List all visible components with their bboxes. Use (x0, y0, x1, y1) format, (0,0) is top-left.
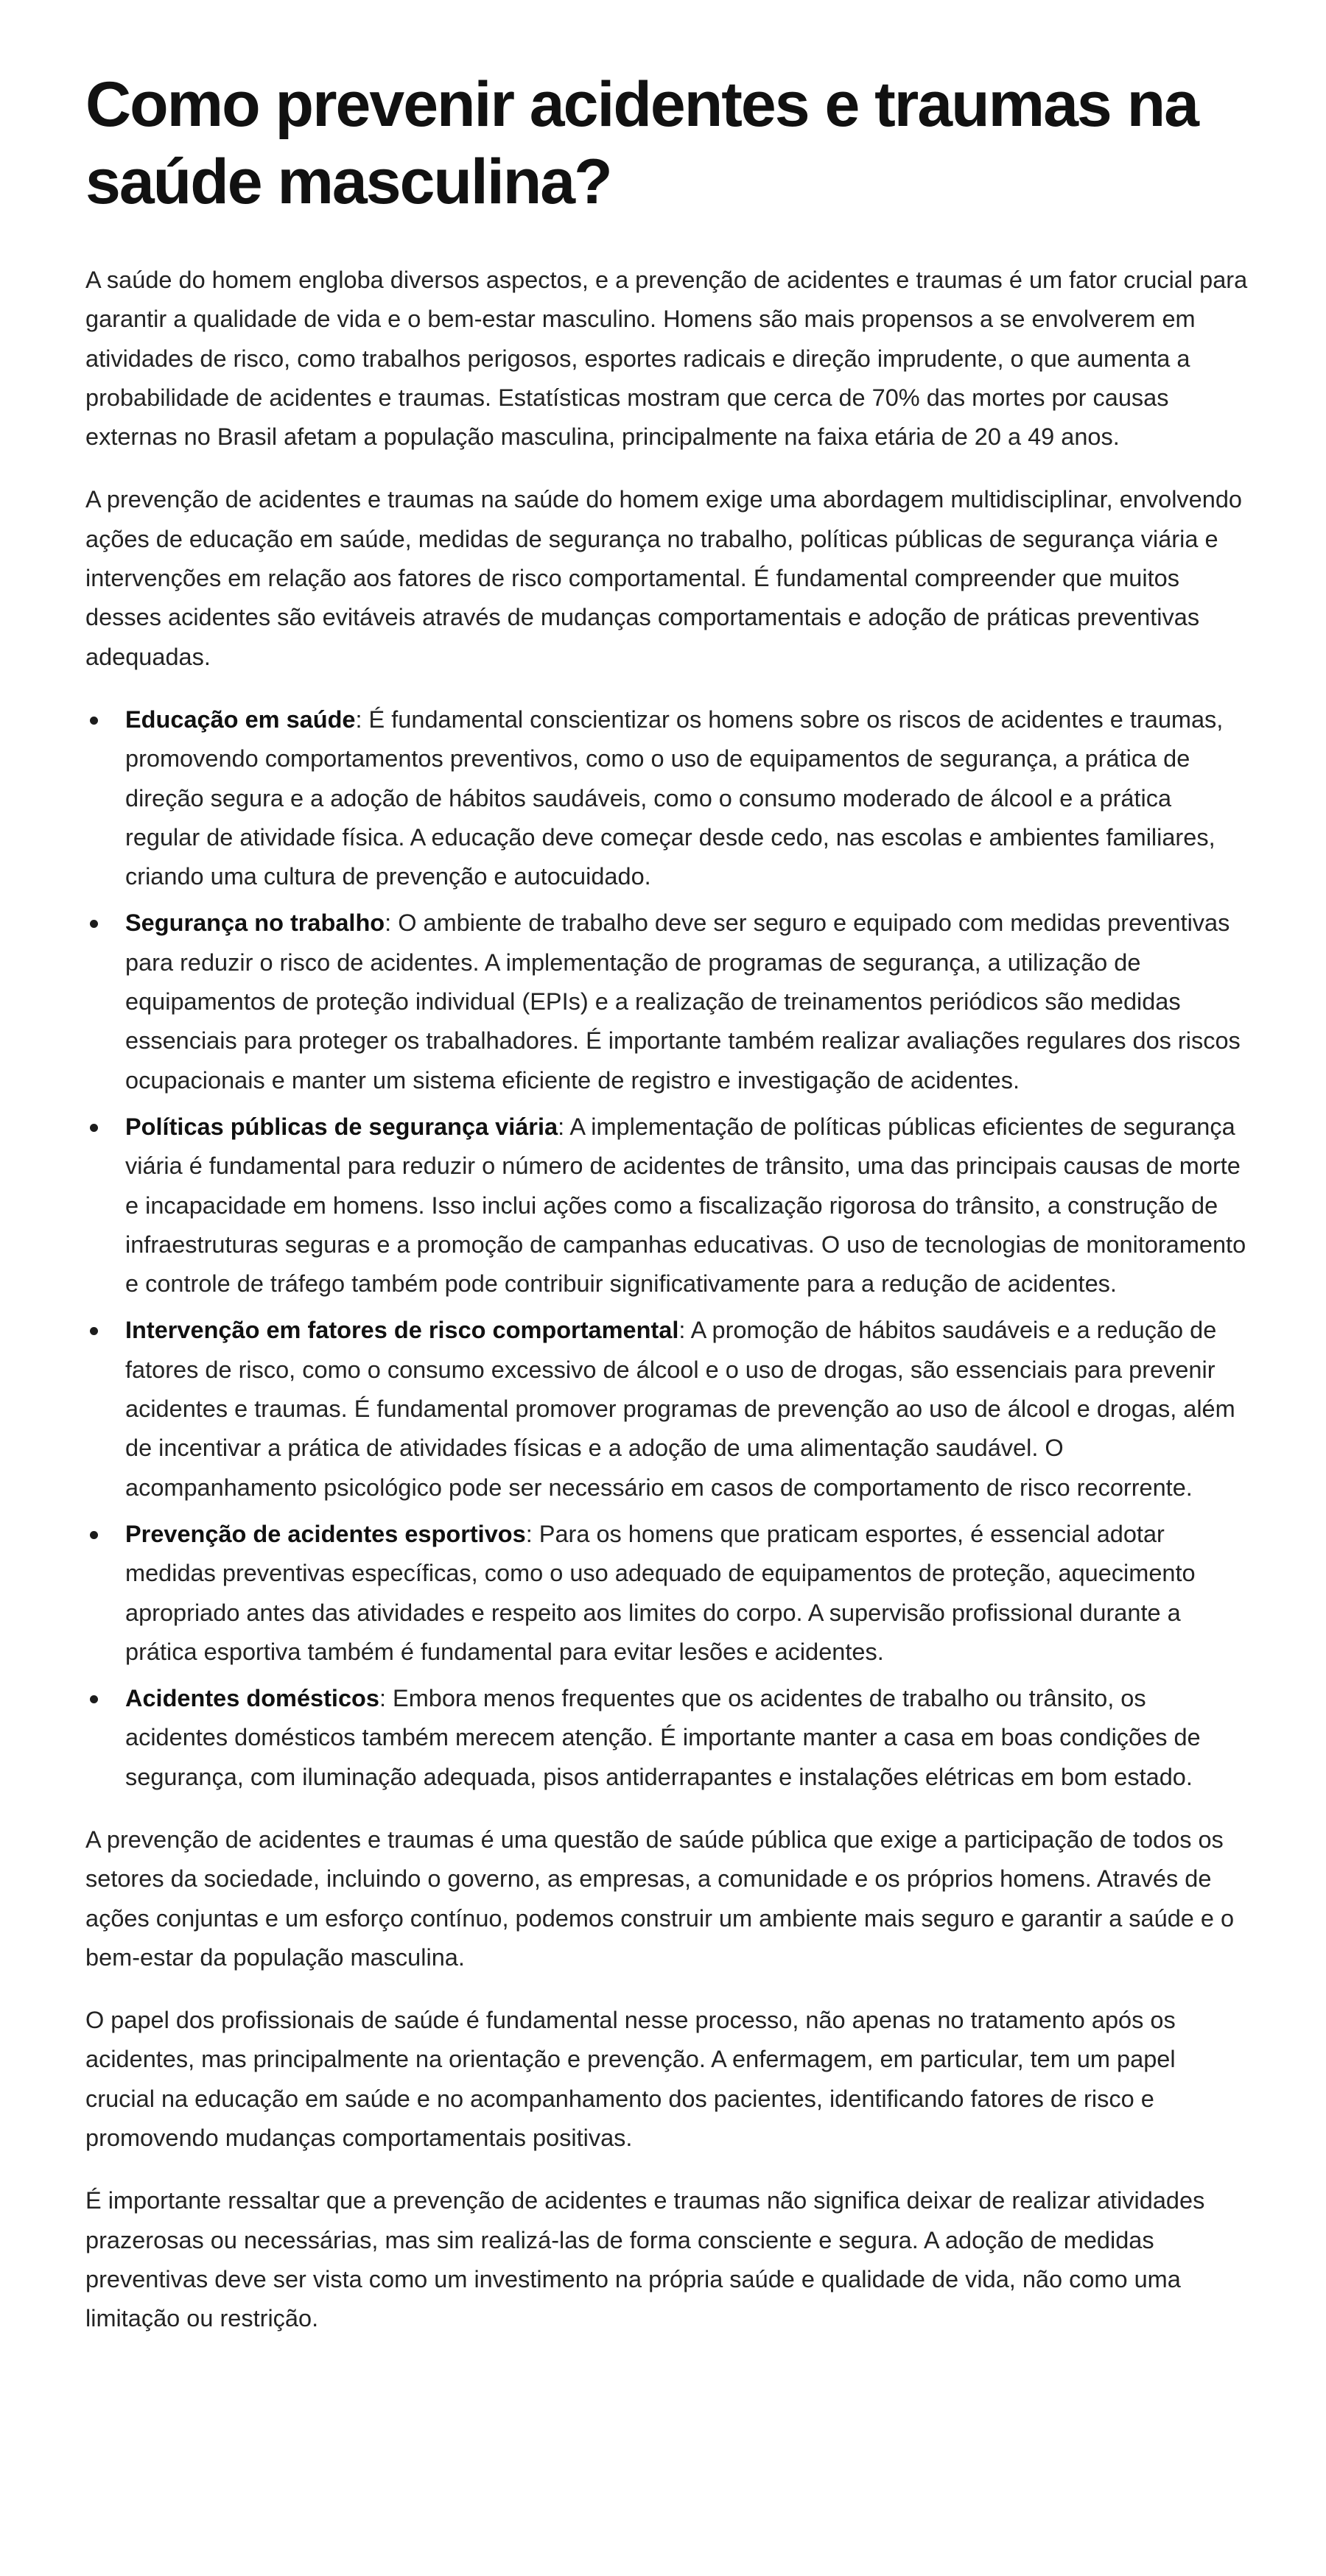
list-item-term: Prevenção de acidentes esportivos (125, 1520, 526, 1547)
bullet-icon (90, 1695, 98, 1703)
list-item (125, 1108, 1249, 1303)
list-item-text: : Embora menos frequentes que os acidentes de trabalho ou trânsito, os acidentes domésticos também merecem atenção. É importante manter a casa em boas condições de segurança, com iluminação adequada, pisos antiderrapantes e instalações elétricas em bom estado. (125, 1685, 1201, 1790)
bullet-icon (90, 1124, 98, 1132)
list-item-text: : O ambiente de trabalho deve ser seguro e equipado com medidas preventivas para reduzir o risco de acidentes. A implementação de programas de segurança, a utilização de equipamentos de proteção individual (EPIs) e a realização de treinamentos periódicos são medidas essenciais para proteger os trabalhadores. É importante também realizar avaliações regulares dos riscos ocupacionais e manter um sistema eficiente de registro e investigação de acidentes. (125, 909, 1241, 1094)
closing-paragraph: A prevenção de acidentes e traumas é uma questão de saúde pública que exige a participação de todos os setores da sociedade, incluindo o governo, as empresas, a comunidade e os próprios homens. Através de ações conjuntas e um esforço contínuo, podemos construir um ambiente mais seguro e garantir a saúde e o bem-estar da população masculina. (85, 1826, 1235, 1971)
list-item-term: Intervenção em fatores de risco comportamental (125, 1317, 679, 1344)
bullet-icon (90, 717, 98, 725)
list-item (125, 1515, 1249, 1672)
list-item-term: Políticas públicas de segurança viária (125, 1113, 558, 1140)
bullet-icon (90, 1531, 98, 1539)
list-item-text: : Para os homens que praticam esportes, é essencial adotar medidas preventivas específicas, como o uso adequado de equipamentos de proteção, aquecimento apropriado antes das atividades e respeito aos limites do corpo. A supervisão profissional durante a prática esportiva também é fundamental para evitar lesões e acidentes. (125, 1520, 1196, 1665)
list-item-term: Segurança no trabalho (125, 909, 385, 937)
list-item-text: : É fundamental conscientizar os homens sobre os riscos de acidentes e traumas, promovendo comportamentos preventivos, como o uso de equipamentos de segurança, a prática de direção segura e a adoção de hábitos saudáveis, como o consumo moderado de álcool e a prática regular de atividade física. A educação deve começar desde cedo, nas escolas e ambientes familiares, criando uma cultura de prevenção e autocuidado. (125, 705, 1224, 890)
list-item (125, 1679, 1249, 1797)
article (85, 66, 1249, 2362)
list-item-text: : A implementação de políticas públicas eficientes de segurança viária é fundamental para reduzir o número de acidentes de trânsito, uma das principais causas de morte e incapacidade em homens. Isso inclui ações como a fiscalização rigorosa do trânsito, a construção de infraestruturas seguras e a promoção de campanhas educativas. O uso de tecnologias de monitoramento e controle de tráfego também pode contribuir significativamente para a redução de acidentes. (125, 1113, 1246, 1298)
list-item (125, 904, 1249, 1099)
bullet-icon (90, 1327, 98, 1335)
intro-paragraph: A prevenção de acidentes e traumas na saúde do homem exige uma abordagem multidisciplinar, envolvendo ações de educação em saúde, medidas de segurança no trabalho, políticas públicas de segurança viária e intervenções em relação aos fatores de risco comportamental. É fundamental compreender que muitos desses acidentes são evitáveis através de mudanças comportamentais e adoção de práticas preventivas adequadas. (85, 486, 1242, 670)
list-item-term: Acidentes domésticos (125, 1685, 379, 1712)
bullet-icon (90, 920, 98, 928)
closing-paragraph: É importante ressaltar que a prevenção de acidentes e traumas não significa deixar de realizar atividades prazerosas ou necessárias, mas sim realizá-las de forma consciente e segura. A adoção de medidas preventivas deve ser vista como um investimento na própria saúde e qualidade de vida, não como uma limitação ou restrição. (85, 2187, 1205, 2332)
list-item-text: : A promoção de hábitos saudáveis e a redução de fatores de risco, como o consumo excessivo de álcool e o uso de drogas, são essenciais para prevenir acidentes e traumas. É fundamental promover programas de prevenção ao uso de álcool e drogas, além de incentivar a prática de atividades físicas e a adoção de uma alimentação saudável. O acompanhamento psicológico pode ser necessário em casos de comportamento de risco recorrente. (125, 1317, 1235, 1501)
list-item (125, 1311, 1249, 1507)
article-title: Como prevenir acidentes e traumas na saúde masculina? (85, 69, 1199, 217)
intro-paragraph: A saúde do homem engloba diversos aspectos, e a prevenção de acidentes e traumas é um fator crucial para garantir a qualidade de vida e o bem-estar masculino. Homens são mais propensos a se envolverem em atividades de risco, como trabalhos perigosos, esportes radicais e direção imprudente, o que aumenta a probabilidade de acidentes e traumas. Estatísticas mostram que cerca de 70% das mortes por causas externas no Brasil afetam a população masculina, principalmente na faixa etária de 20 a 49 anos. (85, 267, 1248, 451)
list-item (125, 700, 1249, 896)
list-item-term: Educação em saúde (125, 705, 356, 733)
prevention-list (85, 700, 1249, 1797)
closing-paragraph: O papel dos profissionais de saúde é fundamental nesse processo, não apenas no tratamento após os acidentes, mas principalmente na orientação e prevenção. A enfermagem, em particular, tem um papel crucial na educação em saúde e no acompanhamento dos pacientes, identificando fatores de risco e promovendo mudanças comportamentais positivas. (85, 2007, 1176, 2152)
